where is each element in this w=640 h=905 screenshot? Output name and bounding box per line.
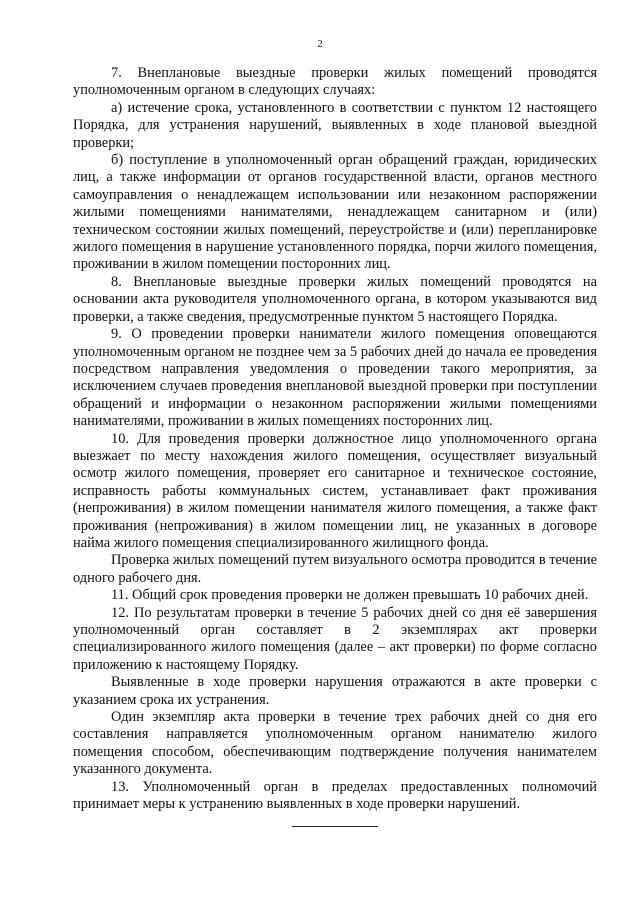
paragraph-11: 11. Общий срок проведения проверки не должен превышать 10 рабочих дней. [111,587,589,604]
paragraph-12-copy: Один экземпляр акта проверки в течение трех рабочих дней со дня его составления направляется уполномоченным органом нанимателю жилого помещения способом, обеспечивающим подтверждение получения нанимателем указанного документа. [73,709,597,778]
paragraph-12: 12. По результатам проверки в течение 5 рабочих дней со дня её завершения уполномоченный орган составляет в 2 экземплярах акт проверки специализированного жилого помещения (далее – акт проверки) по форме согласно приложению к настоящему Порядку. [73,604,597,673]
paragraph-10: 10. Для проведения проверки должностное лицо уполномоченного органа выезжает по месту нахождения жилого помещения, осуществляет визуальный осмотр жилого помещения, проверяет его санитарное и техническое состояние, исправность работы коммунальных систем, устанавливает факт проживания (непроживания) в жилом помещении нанимателя жилого помещения, а также факт проживания (непроживания) в жилом помещении лиц, не указанных в договоре найма жилого помещения специализированного жилищного фонда. [73,430,597,551]
paragraph-8: 8. Внеплановые выездные проверки жилых помещений проводятся на основании акта руководителя уполномоченного органа, в котором указываются вид проверки, а также сведения, предусмотренные пунктом 5 настоящего Порядка. [73,273,597,325]
paragraph-13: 13. Уполномоченный орган в пределах предоставленных полномочий принимает меры к устранению выявленных в ходе проверки нарушений. [73,778,597,813]
paragraph-10-visual-inspection: Проверка жилых помещений путем визуального осмотра проводится в течение одного рабочего дня. [73,552,597,586]
document-body [73,65,597,813]
paragraph-9: 9. О проведении проверки наниматели жилого помещения оповещаются уполномоченным органом не позднее чем за 5 рабочих дней до начала ее проведения посредством направления уведомления о проведении такого мероприятия, за исключением случаев проведения внеплановой выездной проверки при поступлении обращений и информации о незаконном распоряжении жилыми помещениями нанимателями, проживании в жилых помещениях посторонних лиц. [73,326,597,430]
paragraph-7-a: а) истечение срока, установленного в соответствии с пунктом 12 настоящего Порядка, для устранения нарушений, выявленных в ходе плановой выездной проверки; [73,99,597,151]
paragraph-12-violations: Выявленные в ходе проверки нарушения отражаются в акте проверки с указанием срока их устранения. [73,674,597,708]
end-of-text-rule [292,826,378,827]
paragraph-7: 7. Внеплановые выездные проверки жилых помещений проводятся уполномоченным органом в следующих случаях: [73,65,597,99]
page-number: 2 [317,38,323,50]
paragraph-7-b: б) поступление в уполномоченный орган обращений граждан, юридических лиц, а также информации от органов государственной власти, органов местного самоуправления о ненадлежащем использовании или незаконном распоряжении жилыми помещениями нанимателями, ненадлежащем санитарном и (или) техническом состоянии жилых помещений, переустройстве и (или) перепланировке жилого помещения в нарушение установленного порядка, порчи жилого помещения, проживании в жилом помещении посторонних лиц. [73,152,597,273]
